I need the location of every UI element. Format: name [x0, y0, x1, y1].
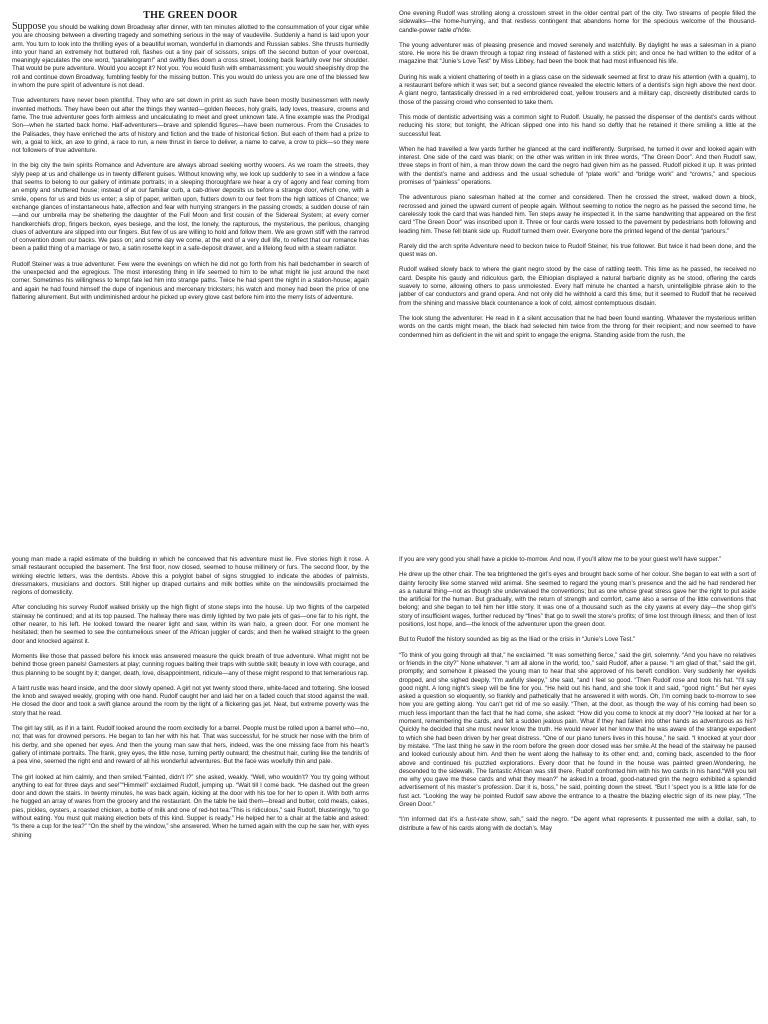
- paragraph: After concluding his survey Rudolf walked briskly up the high flight of stone steps into the house. Up two flights of the carpeted stairway he continued; and at its top paused. The hallway there was dimly lighted by two pale jets of gas—one far to his right, the other nearer, to his left. He looked toward the nearer light and saw, within its wan halo, a green door. For one moment he hesitated; then he seemed to see the contumelious sneer of the African juggler of cards; and then he walked straight to the green door and knocked against it.: [12, 604, 369, 645]
- paragraph-text: One evening Rudolf was strolling along a crosstown street in the older central part of the city. Two streams of people filled the sidewalks—the home-hurrying, and that restless contingent that abandons home for the specious welcome of the thousand-candle-power: [399, 10, 756, 34]
- column-top-right: [399, 10, 756, 505]
- paragraph: The young adventurer was of pleasing presence and moved serenely and watchfully. By daylight he was a salesman in a piano store. He wore his tie drawn through a topaz ring instead of fastened with a stick pin; and once he had written to the editor of a magazine that “Junie’s Love Test” by Miss Libbey, had been the book that had most influenced his life.: [399, 41, 756, 66]
- column-top-left: [12, 10, 369, 505]
- paragraph: True adventurers have never been plentiful. They who are set down in print as such have been mostly businessmen with newly invented methods. They have been out after the things they wanted—golden fleeces, holy grails, lady loves, treasure, crowns and fame. The true adventurer goes forth aimless and uncalculating to meet and greet unknown fate. A fine example was the Prodigal Son—when he started back home. Half-adventurers—brave and splendid figures—have been numerous. From the Crusades to the Palisades, they have enriched the arts of history and fiction and the trade of historical fiction. But each of them had a prize to win, a goal to kick, an axe to grind, a race to run, a new thrust in tierce to deliver, a name to carve, a crow to pick—so they were not followers of true adventure.: [12, 97, 369, 155]
- paragraph: young man made a rapid estimate of the building in which he conceived that his adventure must lie. Five stories high it rose. A small restaurant occupied the basement. The first floor, now closed, seemed to house millinery or furs. The second floor, by the winking electric letters, was the dentists. Above this a polyglot babel of signs struggled to indicate the abodes of palmists, dressmakers, musicians and doctors. Still higher up draped curtains and milk bottles white on the windowsills proclaimed the regions of domesticity.: [12, 556, 369, 597]
- paragraph: The girl looked at him calmly, and then smiled.“Fainted, didn’t I?” she asked, weakly. “Well, who wouldn’t? You try going without anything to eat for three days and see!”“Himmel!” exclaimed Rudolf, jumping up. “Wait till I come back. “He dashed out the green door and down the stairs. In twenty minutes, he was back again, kicking at the door with his toe for her to open it. With both arms he hugged an array of wares from the grocery and the restaurant. On the table he laid them—bread and butter, cold meats, cakes, pies, pickles, oysters, a roasted chicken, a bottle of milk and one of red-hot tea.“This is ridiculous,” said Rudolf, blusteringly, “to go without eating. You must quit making election bets of this kind. Supper is ready.” He helped her to a chair at the table and asked: “Is there a cup for the tea?” “On the shelf by the window,” she answered. When he turned again with the cup he saw her, with eyes shining: [12, 773, 369, 839]
- paragraph: If you are very good you shall have a pickle to-morrow. And now, if you’ll allow me to be your guest we’ll have supper.”: [399, 556, 722, 563]
- paragraph: Rudolf Steiner was a true adventurer. Few were the evenings on which he did not go forth from his hall bedchamber in search of the unexpected and the egregious. The most interesting thing in life seemed to him to be what might lie just around the next corner. Sometimes his willingness to tempt fate led him into strange paths. Twice he had spent the night in a station-house; again and again he had found himself the dupe of ingenious and mercenary tricksters; his watch and money had been the price of one flattering allurement. But with undiminished ardour he picked up every glove cast before him into the merry lists of adventure.: [12, 260, 369, 301]
- lead-word: Suppose: [12, 21, 46, 32]
- paragraph: Moments like those that passed before his knock was answered measure the quick breath of true adventure. What might not be behind those green panels! Gamesters at play; cunning rogues baiting their traps with subtle skill; beauty in love with courage, and thus planning to be sought by it; danger, death, love, disappointment, ridicule—any of these might respond to that temerarious rap.: [12, 652, 369, 677]
- paragraph: “To think of you going through all that,” he exclaimed. “It was something fierce,” said the girl, solemnly. “And you have no relatives or friends in the city?” None whatever. “I am all alone in the world, too,” said Rudolf, after a pause. “I am glad of that,” said the girl, promptly; and somehow it pleased the young man to hear that she approved of his bereft condition. Very suddenly her eyelids dropped, and she sighed deeply. “I’m awfully sleepy,” she said, “and I feel so good. “Then Rudolf rose and took his hat. “I’ll say good night. A long night’s sleep will be fine for you. “He held out his hand, and she took it and said, “good night.” But her eyes asked a question so eloquently, so frankly and pathetically that he answered it with words. Oh, I’m coming back to-morrow to see how you are getting along. You can’t get rid of me so easily. “Then, at the door, as though the way of his coming had been so much less important than the fact that he had come, she asked: “How did you come to knock at my door? “He looked at her for a moment, remembering the cards, and felt a sudden jealous pain. What if they had fallen into other hands as adventurous as his? Quickly he decided that she must never know the truth. He would never let her know that he was aware of the strange expedient to which she had been driven by her great distress. “One of our piano tuners lives in this house,” he said. “I knocked at your door by mistake. “The last thing he saw in the room before the green door closed was her smile.At the head of the stairway he paused and looked curiously about him. And then he went along the hallway to its other end; and, coming back, ascended to the floor above and continued his puzzled explorations. Every door that he found in the house was painted green.Wondering, he descended to the sidewalk. The fantastic African was still there. Rudolf confronted him with his two cards in his hand.“Will you tell me why you gave me these cards and what they mean?” he asked.In a broad, good-natured grin the negro exhibited a splendid advertisement of his master’s profession. Dar it is, boss,” he said, pointing down the street. “But I ’spect you is a little late for de fust act. “Looking the way he pointed Rudolf saw above the entrance to a theatre the blazing electric sign of its new play, “The Green Door.”: [399, 651, 756, 809]
- paragraph: Rudolf walked slowly back to where the giant negro stood by the case of rattling teeth. This time as he passed, he received no card. Despite his gaudy and ridiculous garb, the Ethiopian displayed a natural barbaric dignity as he stood, offering the cards suavely to some, allowing others to pass unmolested. Every half minute he chanted a harsh, unintelligible phrase akin to the jabber of car conductors and grand opera. And not only did he withhold a card this time, but it seemed to Rudolf that he received from the shining and massive black countenance a look of cold, almost contemptuous disdain.: [399, 266, 756, 307]
- paragraph: Rarely did the arch sprite Adventure need to beckon twice to Rudolf Steiner, his true follower. But twice it had been done, and the quest was on.: [399, 242, 756, 259]
- paragraph-text: you should be walking down Broadway after dinner, with ten minutes allotted to the consummation of your cigar while you are choosing between a diverting tragedy and something serious in the way of vaudeville. Suddenly a hand is laid upon your arm. You turn to look into the thrilling eyes of a beautiful woman, wonderful in diamonds and Russian sables. She thrusts hurriedly into your hand an extremely hot buttered roll, flashes out a tiny pair of scissors, snips off the second button of your overcoat, meaningly ejaculates the one word, “parallelogram!” and swiftly flies down a cross street, looking back fearfully over her shoulder. That would be pure adventure. Would you accept it? Not you. You would flush with embarrassment; you would sheepishly drop the roll and continue down Broadway, fumbling feebly for the missing button. This you would do unless you are one of the blessed few in whom the pure spirit of adventure is not dead.: [12, 24, 369, 90]
- paragraph: During his walk a violent chattering of teeth in a glass case on the sidewalk seemed at first to draw his attention (with a qualm), to a restaurant before which it was set; but a second glance revealed the electric letters of a dentist’s sign high above the next door. A giant negro, fantastically dressed in a red embroidered coat, yellow trousers and a military cap, discreetly distributed cards to those of the passing crowd who consented to take them.: [399, 73, 756, 106]
- column-bottom-left: [12, 556, 369, 1022]
- paragraph: When he had travelled a few yards further he glanced at the card indifferently. Surprised, he turned it over and looked again with interest. One side of the card was blank; on the other was written in ink three words, “The Green Door”. And then Rudolf saw, three steps in front of him, a man throw down the card the negro had given him as he passed. Rudolf picked it up. It was printed with the dentist’s name and address and the usual schedule of “plate work” and “bridge work” and “crowns,” and specious promises of “painless” operations.: [399, 145, 756, 187]
- story-title: THE GREEN DOOR: [143, 10, 238, 21]
- paragraph: “I’m informed dat it’s a fust-rate show, sah,” said the negro. “De agent what represents it pussented me with a dollar, sah, to distribute a few of his cards along with de doctah’s. May: [399, 816, 756, 832]
- paragraph: The adventurous piano salesman halted at the corner and considered. Then he crossed the street, walked down a block, recrossed and joined the upward current of people again. Without seeming to notice the negro as he passed the second time, he carelessly took the card that was handed him. Ten steps away he inspected it. In the same handwriting that appeared on the first card “The Green Door” was inscribed upon it. Three or four cards were tossed to the pavement by pedestrians both following and leading him. These fell blank side up. Rudolf turned them over. Everyone bore the printed legend of the dental “parlours.”: [399, 194, 756, 235]
- paragraph: The girl lay still, as if in a faint. Rudolf looked around the room excitedly for a barrel. People must be rolled upon a barrel who—no, no; that was for drowned persons. He began to fan her with his hat. That was successful, for he struck her nose with the brim of his derby, and she opened her eyes. And then the young man saw that hers, indeed, was the one missing face from his heart’s gallery of intimate portraits. The frank, grey eyes, the little nose, turning pertly outward; the chestnut hair, curling like the tendrils of a pea vine, seemed the right end and reward of all his wonderful adventures. But the face was woefully thin and pale.: [12, 725, 369, 766]
- paragraph: A faint rustle was heard inside, and the door slowly opened. A girl not yet twenty stood there, white-faced and tottering. She loosed the knob and swayed weakly, groping with one hand. Rudolf caught her and laid her on a faded couch that stood against the wall. He closed the door and took a swift glance around the room by the light of a flickering gas jet. Neat, but extreme poverty was the story that he read.: [12, 684, 369, 717]
- paragraph: [12, 23, 369, 90]
- paragraph: But to Rudolf the history sounded as big as the Iliad or the crisis in “Junie’s Love Test.”: [399, 636, 636, 644]
- italic-phrase: table d’hôte: [437, 26, 470, 34]
- paragraph: In the big city the twin spirits Romance and Adventure are always abroad seeking worthy wooers. As we roam the streets, they slyly peep at us and challenge us in twenty different guises. Without knowing why, we look up suddenly to see in a window a face that seems to belong to our gallery of intimate portraits; in a sleeping thoroughfare we hear a cry of agony and fear coming from an empty and shuttered house; instead of at our familiar curb, a cab-driver deposits us before a strange door, which one, with a smile, opens for us and bids us enter; a slip of paper, written upon, flutters down to our feet from the high lattices of Chance; we exchange glances of instantaneous hate, affection and fear with hurrying strangers in the passing crowds; a sudden douse of rain—and our umbrella may be sheltering the daughter of the Full Moon and first cousin of the Sidereal System; at every corner handkerchiefs drop, fingers beckon, eyes besiege, and the lost, the lonely, the rapturous, the mysterious, the perilous, changing clues of adventure are slipped into our fingers. But few of us are willing to hold and follow them. We are grown stiff with the ramrod of convention down our backs. We pass on; and some day we come, at the end of a very dull life, to reflect that our romance has been a pallid thing of a marriage or two, a satin rosette kept in a safe-deposit drawer, and a lifelong feud with a steam radiator.: [12, 162, 369, 253]
- paragraph: The look stung the adventurer. He read in it a silent accusation that he had been found wanting. Whatever the mysterious written words on the cards might mean, the black had selected him twice from the throng for their recipient; and now seemed to have condemned him as deficient in the wit and spirit to engage the enigma. Standing aside from the rush, the: [399, 314, 756, 339]
- paragraph-text-end: .: [469, 26, 472, 34]
- paragraph: This mode of dentistic advertising was a common sight to Rudolf. Usually, he passed the dispenser of the dentist’s cards without reducing his store; but tonight, the African slipped one into his hand so deftly that he retained it there smiling a little at the successful feat.: [399, 113, 756, 138]
- column-bottom-right: [399, 556, 756, 1022]
- paragraph: He drew up the other chair. The tea brightened the girl’s eyes and brought back some of her colour. She began to eat with a sort of dainty ferocity like some starved wild animal. She seemed to regard the young man’s presence and the aid he had rendered her as a natural thing—not as though she undervalued the conventions; but as one whose great stress gave her the right to put aside the artificial for the human. But gradually, with the return of strength and comfort, came also a sense of the little conventions that belong; and she began to tell him her little story. It was one of a thousand such as the city yawns at every day—the shop girl’s story of insufficient wages, further reduced by “fines” that go to swell the store’s profits; of time lost through illness; and then of lost positions, lost hope, and—the knock of the adventurer upon the green door.: [399, 571, 756, 629]
- paragraph: [399, 10, 756, 35]
